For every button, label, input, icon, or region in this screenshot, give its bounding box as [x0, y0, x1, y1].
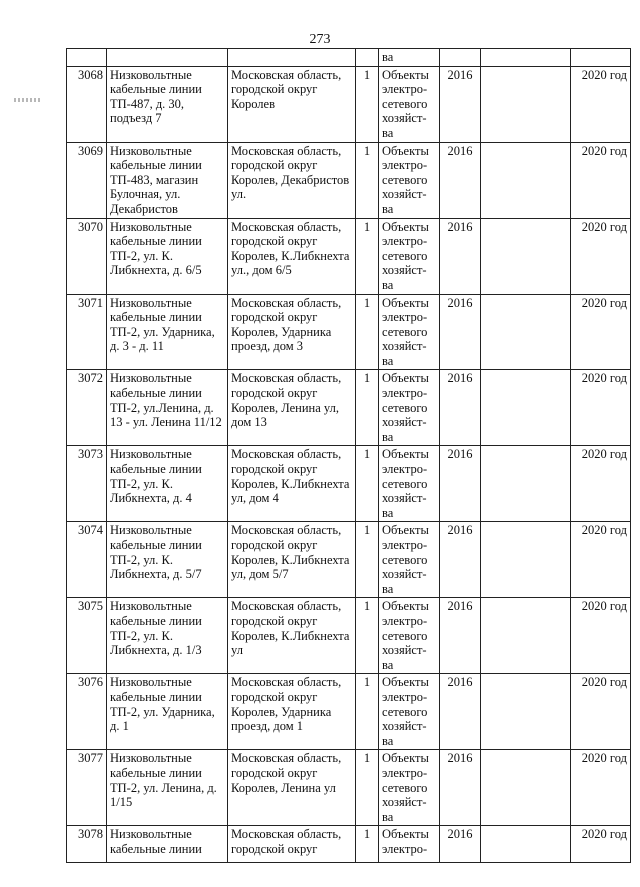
cell-qty: 1: [356, 218, 379, 294]
cell-type: Объекты электро-сетевого хозяйст-ва: [379, 142, 440, 218]
cell-address: Московская область, городской округ Королев, Декабристов ул.: [228, 142, 356, 218]
cell-deadline: [571, 49, 631, 67]
cell-name: Низковольтные кабельные линии: [107, 826, 228, 863]
cell-name: Низковольтные кабельные линии ТП-483, магазин Булочная, ул. Декабристов: [107, 142, 228, 218]
table-row: [67, 294, 631, 370]
cell-qty: 1: [356, 142, 379, 218]
cell-qty: 1: [356, 750, 379, 826]
cell-type: Объекты электро-сетевого хозяйст-ва: [379, 218, 440, 294]
cell-note: [481, 522, 571, 598]
cell-note: [481, 750, 571, 826]
cell-type: Объекты электро-сетевого хозяйст-ва: [379, 66, 440, 142]
cell-type: Объекты электро-сетевого хозяйст-ва: [379, 750, 440, 826]
cell-deadline: 2020 год: [571, 446, 631, 522]
cell-qty: 1: [356, 522, 379, 598]
cell-num: 3073: [67, 446, 107, 522]
table-row: [67, 750, 631, 826]
cell-deadline: 2020 год: [571, 598, 631, 674]
cell-deadline: 2020 год: [571, 294, 631, 370]
cell-note: [481, 826, 571, 863]
cell-address: Московская область, городской округ Королев, К.Либкнехта ул., дом 6/5: [228, 218, 356, 294]
cell-num: 3068: [67, 66, 107, 142]
cell-num: 3071: [67, 294, 107, 370]
cell-qty: 1: [356, 294, 379, 370]
cell-qty: 1: [356, 826, 379, 863]
cell-qty: 1: [356, 446, 379, 522]
cell-address: Московская область, городской округ Королев, К.Либкнехта ул: [228, 598, 356, 674]
cell-deadline: 2020 год: [571, 142, 631, 218]
cell-name: Низковольтные кабельные линии ТП-2, ул. Ленина, д. 1/15: [107, 750, 228, 826]
cell-name: Низковольтные кабельные линии ТП-2, ул. К. Либкнехта, д. 6/5: [107, 218, 228, 294]
cell-type: Объекты электро-сетевого хозяйст-ва: [379, 522, 440, 598]
cell-year: 2016: [440, 446, 481, 522]
cell-qty: 1: [356, 370, 379, 446]
table-row-continued: [67, 49, 631, 67]
cell-address: Московская область, городской округ: [228, 826, 356, 863]
cell-num: 3078: [67, 826, 107, 863]
cell-note: [481, 674, 571, 750]
cell-address: Московская область, городской округ Королев, Ударника проезд, дом 3: [228, 294, 356, 370]
cell-num: 3077: [67, 750, 107, 826]
table-row: [67, 66, 631, 142]
cell-deadline: 2020 год: [571, 66, 631, 142]
cell-address: [228, 49, 356, 67]
cell-year: 2016: [440, 750, 481, 826]
registry-table: [66, 48, 631, 863]
cell-address: Московская область, городской округ Королев: [228, 66, 356, 142]
cell-year: 2016: [440, 826, 481, 863]
cell-name: Низковольтные кабельные линии ТП-2, ул. Ударника, д. 1: [107, 674, 228, 750]
cell-year: 2016: [440, 598, 481, 674]
cell-year: 2016: [440, 674, 481, 750]
cell-name: Низковольтные кабельные линии ТП-2, ул. К. Либкнехта, д. 5/7: [107, 522, 228, 598]
cell-address: Московская область, городской округ Королев, Ленина ул: [228, 750, 356, 826]
cell-name: Низковольтные кабельные линии ТП-2, ул. К. Либкнехта, д. 1/3: [107, 598, 228, 674]
cell-note: [481, 66, 571, 142]
cell-type: Объекты электро-сетевого хозяйст-ва: [379, 598, 440, 674]
cell-deadline: 2020 год: [571, 370, 631, 446]
cell-type: Объекты электро-сетевого хозяйст-ва: [379, 370, 440, 446]
cell-note: [481, 49, 571, 67]
cell-qty: [356, 49, 379, 67]
table-row: [67, 598, 631, 674]
scan-artifact: [14, 98, 42, 102]
cell-address: Московская область, городской округ Королев, Ленина ул, дом 13: [228, 370, 356, 446]
cell-deadline: 2020 год: [571, 826, 631, 863]
cell-type: Объекты электро-сетевого хозяйст-ва: [379, 294, 440, 370]
cell-name: [107, 49, 228, 67]
cell-num: 3072: [67, 370, 107, 446]
cell-address: Московская область, городской округ Королев, Ударника проезд, дом 1: [228, 674, 356, 750]
cell-deadline: 2020 год: [571, 674, 631, 750]
cell-name: Низковольтные кабельные линии ТП-487, д. 30, подъезд 7: [107, 66, 228, 142]
cell-num: [67, 49, 107, 67]
cell-year: 2016: [440, 218, 481, 294]
cell-name: Низковольтные кабельные линии ТП-2, ул.Ленина, д. 13 - ул. Ленина 11/12: [107, 370, 228, 446]
cell-type: Объекты электро-сетевого хозяйст-ва: [379, 446, 440, 522]
cell-year: 2016: [440, 370, 481, 446]
cell-note: [481, 598, 571, 674]
cell-num: 3076: [67, 674, 107, 750]
cell-num: 3070: [67, 218, 107, 294]
cell-year: [440, 49, 481, 67]
cell-name: Низковольтные кабельные линии ТП-2, ул. К. Либкнехта, д. 4: [107, 446, 228, 522]
table-row: [67, 142, 631, 218]
table-row: [67, 446, 631, 522]
table-row: [67, 218, 631, 294]
cell-year: 2016: [440, 294, 481, 370]
cell-num: 3075: [67, 598, 107, 674]
cell-deadline: 2020 год: [571, 522, 631, 598]
cell-type: Объекты электро-: [379, 826, 440, 863]
cell-num: 3069: [67, 142, 107, 218]
table-row: [67, 826, 631, 863]
page-number: 273: [309, 32, 331, 47]
cell-type: ва: [379, 49, 440, 67]
cell-note: [481, 294, 571, 370]
cell-address: Московская область, городской округ Королев, К.Либкнехта ул, дом 5/7: [228, 522, 356, 598]
cell-qty: 1: [356, 66, 379, 142]
cell-num: 3074: [67, 522, 107, 598]
cell-qty: 1: [356, 598, 379, 674]
cell-qty: 1: [356, 674, 379, 750]
cell-type: Объекты электро-сетевого хозяйст-ва: [379, 674, 440, 750]
cell-address: Московская область, городской округ Королев, К.Либкнехта ул, дом 4: [228, 446, 356, 522]
cell-note: [481, 370, 571, 446]
table-row: [67, 370, 631, 446]
cell-note: [481, 218, 571, 294]
cell-deadline: 2020 год: [571, 218, 631, 294]
table-row: [67, 674, 631, 750]
cell-note: [481, 142, 571, 218]
cell-year: 2016: [440, 522, 481, 598]
cell-name: Низковольтные кабельные линии ТП-2, ул. Ударника, д. 3 - д. 11: [107, 294, 228, 370]
cell-deadline: 2020 год: [571, 750, 631, 826]
cell-year: 2016: [440, 66, 481, 142]
table-row: [67, 522, 631, 598]
cell-note: [481, 446, 571, 522]
cell-year: 2016: [440, 142, 481, 218]
